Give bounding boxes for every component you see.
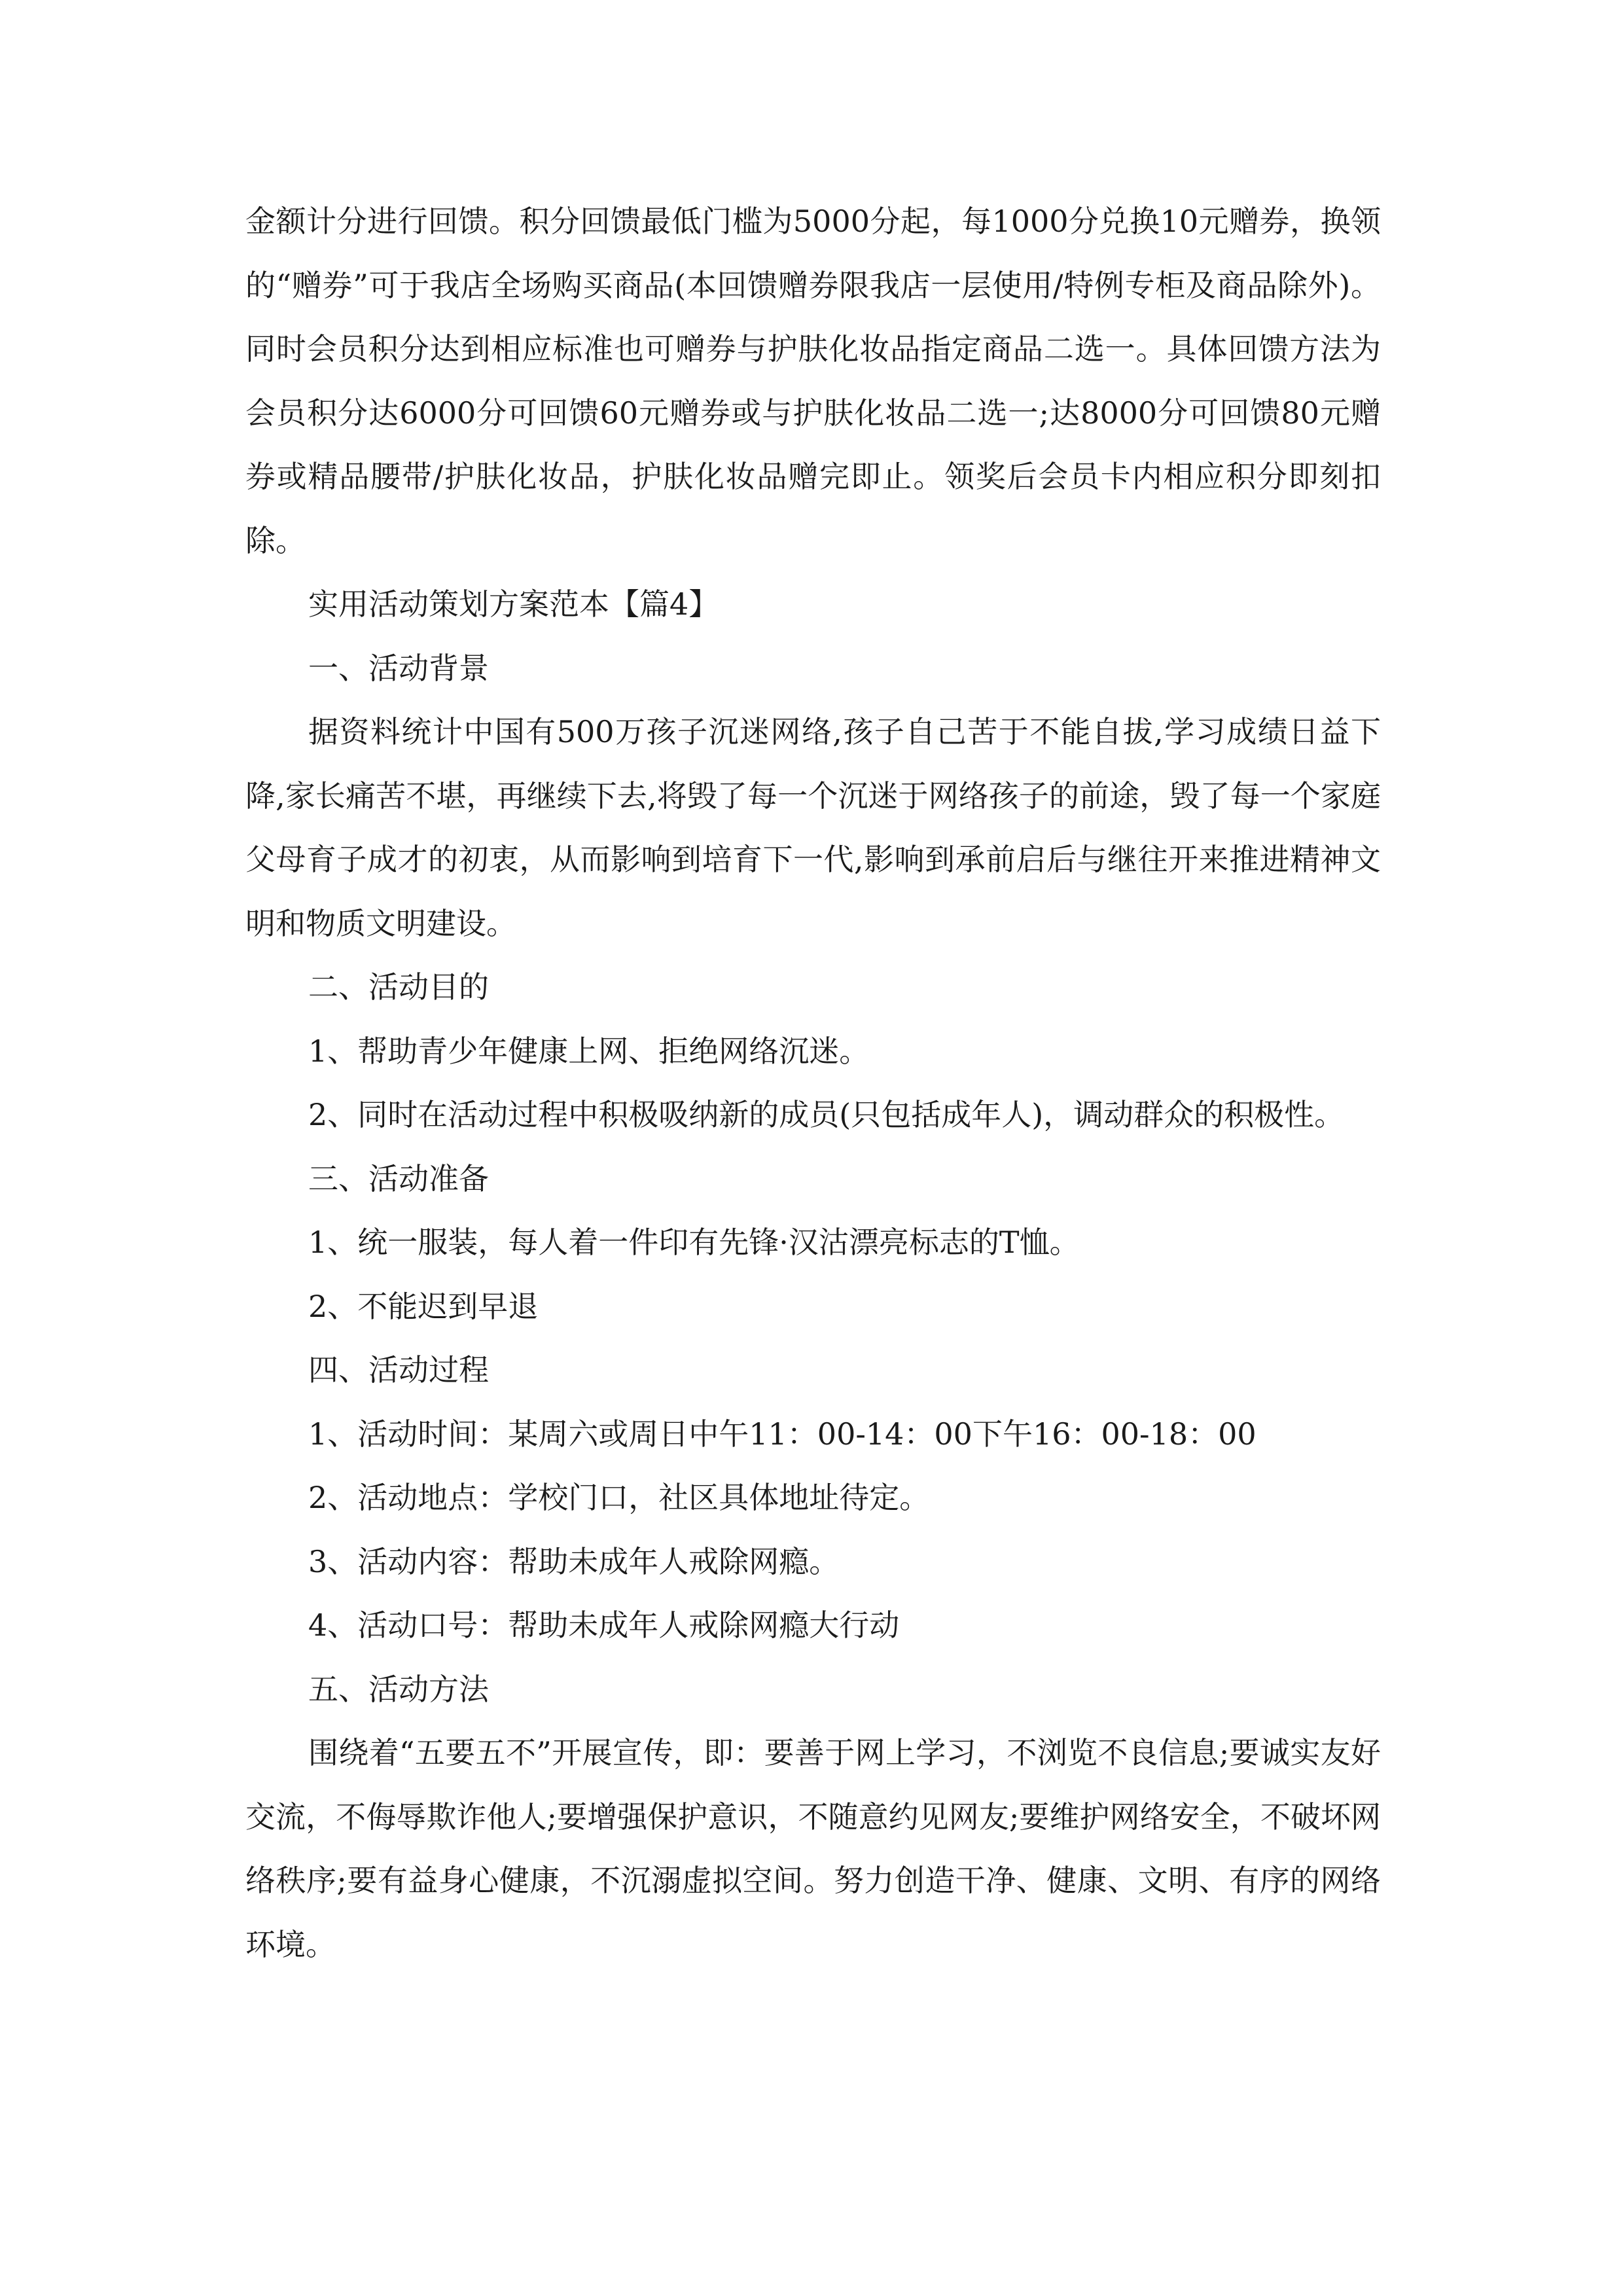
paragraph-method: 围绕着“五要五不”开展宣传，即：要善于网上学习，不浏览不良信息;要诚实友好交流，不侮辱欺诈他人;要增强保护意识，不随意约见网友;要维护网络安全，不破坏网络秩序;要有益身心健康，不沉溺虚拟空间。努力创造干净、健康、文明、有序的网络环境。: [245, 1735, 1381, 1962]
heading-purpose: 二、活动目的: [308, 969, 489, 1005]
list-item-preparation-2: 2、不能迟到早退: [308, 1288, 539, 1324]
list-item-purpose-1: 1、帮助青少年健康上网、拒绝网络沉迷。: [308, 1033, 870, 1069]
heading-process: 四、活动过程: [308, 1352, 489, 1388]
heading-background: 一、活动背景: [308, 650, 489, 686]
section-heading-plan-4: 实用活动策划方案范本【篇4】: [308, 586, 719, 622]
paragraph-background: 据资料统计中国有500万孩子沉迷网络,孩子自己苦于不能自拔,学习成绩日益下降,家长痛苦不堪，再继续下去,将毁了每一个沉迷于网络孩子的前途，毁了每一个家庭父母育子成才的初衷，从而影响到培育下一代,影响到承前启后与继往开来推进精神文明和物质文明建设。: [245, 714, 1381, 941]
list-item-process-slogan: 4、活动口号：帮助未成年人戒除网瘾大行动: [308, 1607, 900, 1643]
list-item-process-time: 1、活动时间：某周六或周日中午11：00-14：00下午16：00-18：00: [308, 1416, 1257, 1452]
list-item-process-content: 3、活动内容：帮助未成年人戒除网瘾。: [308, 1543, 840, 1579]
list-item-preparation-1: 1、统一服装，每人着一件印有先锋·汉沽漂亮标志的T恤。: [308, 1225, 1080, 1260]
heading-method: 五、活动方法: [308, 1671, 489, 1707]
list-item-process-location: 2、活动地点：学校门口，社区具体地址待定。: [308, 1480, 930, 1515]
document-page: [245, 190, 1381, 1977]
paragraph-continued-rewards: 金额计分进行回馈。积分回馈最低门槛为5000分起，每1000分兑换10元赠券，换领的“赠券”可于我店全场购买商品(本回馈赠券限我店一层使用/特例专柜及商品除外)。同时会员积分达到相应标准也可赠券与护肤化妆品指定商品二选一。具体回馈方法为会员积分达6000分可回馈60元赠券或与护肤化妆品二选一;达8000分可回馈80元赠券或精品腰带/护肤化妆品，护肤化妆品赠完即止。领奖后会员卡内相应积分即刻扣除。: [245, 204, 1381, 558]
list-item-purpose-2: 2、同时在活动过程中积极吸纳新的成员(只包括成年人)，调动群众的积极性。: [308, 1097, 1345, 1132]
heading-preparation: 三、活动准备: [308, 1160, 489, 1196]
